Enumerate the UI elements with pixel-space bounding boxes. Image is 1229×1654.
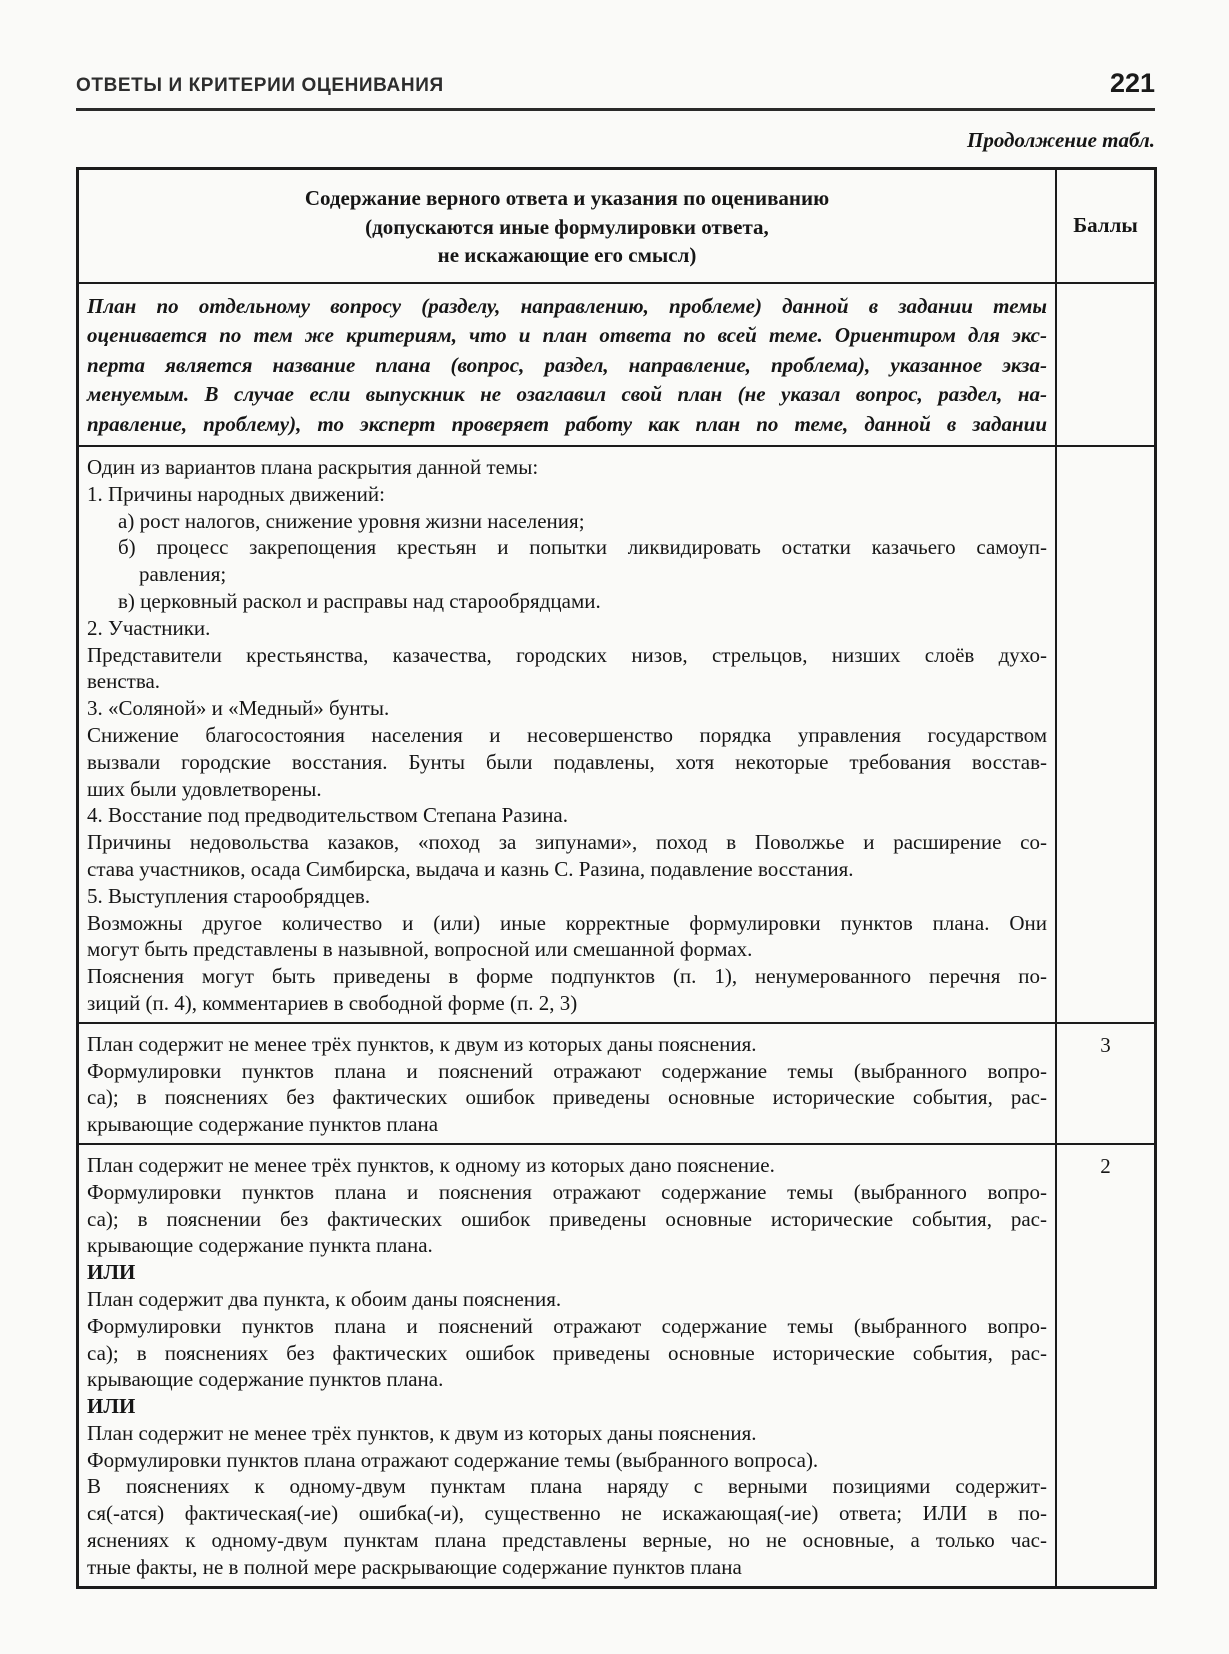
text-line: крывающие содержание пунктов плана.	[87, 1367, 444, 1392]
text-line: В пояснениях к одному-двум пунктам плана наряду с верными позициями содержит-	[87, 1474, 1047, 1499]
text-line: равления;	[139, 562, 227, 587]
text-line: 2. Участники.	[87, 615, 211, 640]
header-rule	[76, 108, 1155, 111]
score-value: 2	[1100, 1153, 1111, 1178]
text-line: Пояснения могут быть приведены в форме подпунктов (п. 1), ненумерованного перечня по-	[87, 964, 1047, 989]
score-header-cell: Баллы	[1055, 170, 1154, 282]
text-line: Снижение благосостояния населения и несовершенство порядка управления государством	[87, 722, 1047, 747]
text-line: 4. Восстание под предводительством Степана Разина.	[87, 803, 569, 828]
text-line: Содержание верного ответа и указания по оцениванию	[304, 186, 830, 210]
note-row	[79, 282, 1154, 446]
text-line: а) рост налогов, снижение уровня жизни населения;	[118, 508, 585, 533]
text-line: зиций (п. 4), комментариев в свободной форме (п. 2, 3)	[87, 990, 578, 1015]
text-line: ИЛИ	[87, 1260, 136, 1285]
text-line: План содержит два пункта, к обоим даны пояснения.	[87, 1286, 562, 1311]
content-cell	[79, 447, 1055, 1022]
text-line: вызвали городские восстания. Бунты были подавлены, хотя некоторые требования восстав-	[87, 749, 1047, 774]
answer-row	[79, 445, 1154, 1022]
text-line: яснениях к одному-двум пунктам плана представлены верные, но не основные, а только час-	[87, 1528, 1047, 1553]
text-line: оценивается по тем же критериям, что и план ответа по всей теме. Ориентиром для экс-	[87, 323, 1047, 347]
content-header-cell	[79, 170, 1055, 282]
text-line: Один из вариантов плана раскрытия данной темы:	[87, 455, 539, 479]
running-header: ОТВЕТЫ И КРИТЕРИИ ОЦЕНИВАНИЯ	[76, 75, 444, 96]
text-line: не искажающие его смысл)	[437, 243, 697, 267]
text-line: Причины недовольства казаков, «поход за зипунами», поход в Поволжье и расширение со-	[87, 830, 1047, 855]
text-line: ших были удовлетворены.	[87, 776, 322, 801]
content-cell	[79, 1145, 1055, 1586]
text-line: са); в пояснениях без фактических ошибок приведены основные исторические события, рас-	[87, 1340, 1047, 1365]
text-line: менуемым. В случае если выпускник не озаглавил свой план (не указал вопрос, раздел, на-	[87, 382, 1047, 406]
text-line: План по отдельному вопросу (разделу, направлению, проблеме) данной в задании темы	[87, 293, 1047, 318]
criteria-row	[79, 1022, 1154, 1143]
score-value: 3	[1100, 1032, 1111, 1057]
text-line: План содержит не менее трёх пунктов, к двум из которых даны пояснения.	[87, 1031, 757, 1056]
text-line: крывающие содержание пункта плана.	[87, 1233, 433, 1258]
text-line: 5. Выступления старообрядцев.	[87, 883, 371, 908]
text-line: Формулировки пунктов плана и пояснения отражают содержание темы (выбранного вопро-	[87, 1179, 1047, 1204]
table-continuation-note: Продолжение табл.	[967, 128, 1155, 152]
text-line: План содержит не менее трёх пунктов, к одному из которых дано пояснение.	[87, 1152, 775, 1177]
table-header-row	[79, 170, 1154, 282]
text-line: Представители крестьянства, казачества, городских низов, стрельцов, низших слоёв духо-	[87, 642, 1047, 667]
text-line: План содержит не менее трёх пунктов, к двум из которых даны пояснения.	[87, 1420, 757, 1445]
text-line: (допускаются иные формулировки ответа,	[365, 214, 769, 239]
content-cell	[79, 284, 1055, 446]
score-cell	[1055, 1145, 1154, 1586]
text-line: венства.	[87, 669, 161, 694]
text-line: са); в пояснении без фактических ошибок приведены основные исторические события, рас-	[87, 1206, 1047, 1231]
text-line: Возможны другое количество и (или) иные корректные формулировки пунктов плана. Они	[87, 910, 1047, 935]
text-line: са); в пояснениях без фактических ошибок приведены основные исторические события, рас-	[87, 1085, 1047, 1110]
content-cell	[79, 1024, 1055, 1143]
score-cell	[1055, 1024, 1154, 1143]
score-cell	[1055, 447, 1154, 1022]
text-line: 1. Причины народных движений:	[87, 481, 385, 506]
criteria-table	[76, 167, 1157, 1589]
text-line: тные факты, не в полной мере раскрывающие содержание пунктов плана	[87, 1554, 742, 1579]
text-line: ся(-атся) фактическая(-ие) ошибка(-и), существенно не искажающая(-ие) ответа; ИЛИ в по-	[87, 1501, 1047, 1526]
criteria-row	[79, 1143, 1154, 1586]
text-line: крывающие содержание пунктов плана	[87, 1112, 439, 1137]
text-line: правление, проблему), то эксперт проверяет работу как план по теме, данной в задании	[87, 411, 1047, 436]
text-line: Формулировки пунктов плана отражают содержание темы (выбранного вопроса).	[87, 1447, 819, 1472]
text-line: б) процесс закрепощения крестьян и попытки ликвидировать остатки казачьего самоуп-	[118, 535, 1047, 560]
text-line: могут быть представлены в назывной, вопросной или смешанной формах.	[87, 937, 753, 962]
page-top-bar	[76, 70, 1155, 97]
text-line: 3. «Соляной» и «Медный» бунты.	[87, 696, 390, 721]
page-number: 221	[1109, 68, 1155, 98]
text-line: Формулировки пунктов плана и пояснений отражают содержание темы (выбранного вопро-	[87, 1313, 1047, 1338]
text-line: в) церковный раскол и расправы над старообрядцами.	[118, 588, 601, 613]
text-line: перта является название плана (вопрос, раздел, направление, проблема), указанное экза-	[87, 352, 1047, 377]
score-cell	[1055, 284, 1154, 446]
text-line: става участников, осада Симбирска, выдача и казнь С. Разина, подавление восстания.	[87, 856, 854, 881]
text-line: ИЛИ	[87, 1394, 136, 1419]
text-line: Формулировки пунктов плана и пояснений отражают содержание темы (выбранного вопро-	[87, 1058, 1047, 1083]
